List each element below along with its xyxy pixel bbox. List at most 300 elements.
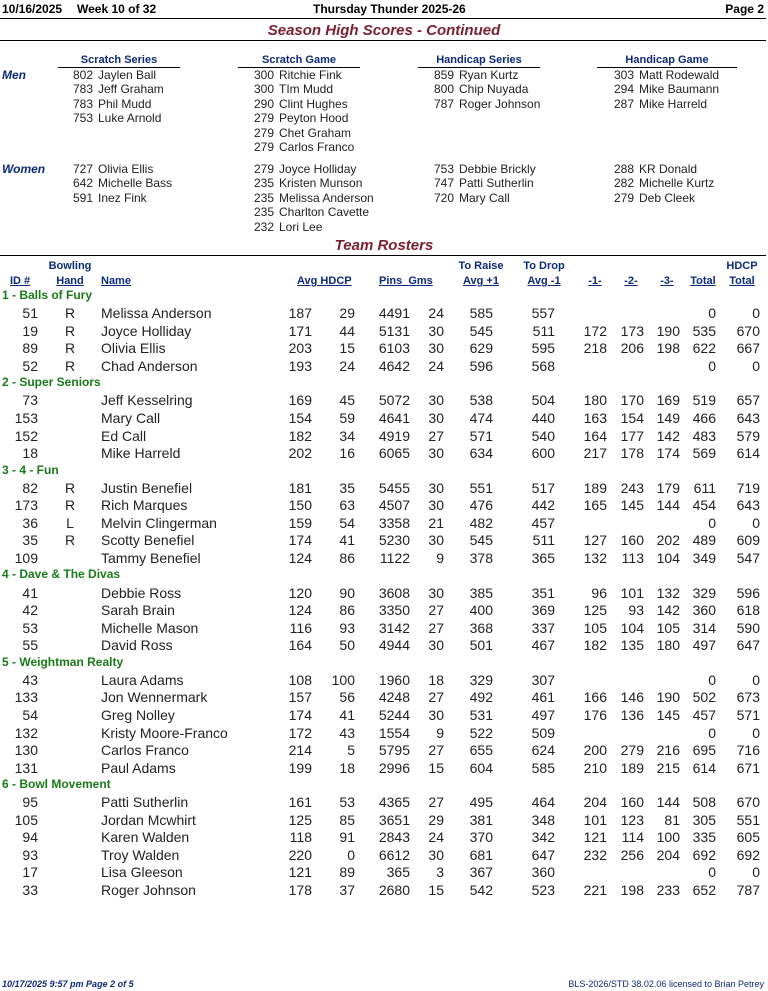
games: 21: [428, 514, 444, 531]
roster-row: [0, 480, 768, 497]
to-drop-avg: 595: [531, 340, 555, 357]
bowler-name: Ritchie Fink: [279, 68, 342, 82]
footer-license: BLS-2026/STD 38.02.06 licensed to Brian Petrey: [568, 979, 764, 989]
game-2-score: 177: [620, 427, 644, 444]
handicap-total: 0: [752, 514, 760, 531]
bowler-id: 82: [22, 479, 38, 496]
games: 24: [428, 357, 444, 374]
games: 30: [428, 392, 444, 409]
game-2-score: 154: [620, 409, 644, 426]
high-score: 753: [433, 162, 454, 176]
to-raise-avg: 501: [469, 637, 493, 654]
game-3-score: 144: [656, 497, 680, 514]
bowler-name: Michelle Mason: [101, 619, 199, 636]
pins: 2843: [378, 829, 410, 846]
bowler-id: 95: [22, 794, 38, 811]
average: 108: [288, 671, 312, 688]
roster-row: [0, 637, 768, 654]
team-name: 1 - Balls of Fury: [2, 288, 93, 302]
game-1-score: 176: [583, 706, 607, 723]
games: 30: [428, 637, 444, 654]
to-raise-avg: 629: [469, 340, 493, 357]
to-drop-avg: 464: [531, 794, 555, 811]
pins: 4919: [378, 427, 410, 444]
game-3-score: 149: [656, 409, 680, 426]
to-drop-avg: 348: [531, 811, 555, 828]
bowler-name: Ryan Kurtz: [459, 68, 519, 82]
pins: 3142: [378, 619, 410, 636]
bowler-name: Jordan Mcwhirt: [101, 811, 196, 828]
game-1-score: 217: [583, 445, 607, 462]
season-high-entry: [427, 82, 528, 96]
to-raise-avg: 381: [469, 811, 493, 828]
games: 24: [428, 829, 444, 846]
to-raise-avg: 400: [469, 602, 493, 619]
handicap-total: 609: [736, 532, 760, 549]
bowler-name: Tammy Benefiel: [101, 549, 201, 566]
roster-row: [0, 707, 768, 724]
bowler-name: Ed Call: [101, 427, 147, 444]
bowler-name: Joyce Holliday: [101, 322, 192, 339]
handicap-total: 670: [736, 794, 760, 811]
handicap: 86: [339, 549, 355, 566]
bowling-hand: R: [64, 357, 76, 374]
high-score: 282: [613, 176, 634, 191]
season-high-entry: [247, 111, 348, 125]
series-total: 457: [692, 706, 716, 723]
average: 161: [288, 794, 312, 811]
to-raise-avg: 634: [469, 445, 493, 462]
series-total: 0: [708, 864, 716, 881]
game-1-score: 121: [583, 829, 607, 846]
handicap: 43: [339, 724, 355, 741]
to-drop-avg: 585: [531, 759, 555, 776]
to-drop-avg: 461: [531, 689, 555, 706]
bowling-hand: R: [64, 497, 76, 514]
to-raise-avg: 531: [469, 706, 493, 723]
to-raise-avg: 370: [469, 829, 493, 846]
to-drop-avg: 647: [531, 846, 555, 863]
season-high-entry: [427, 176, 534, 190]
game-1-score: 210: [583, 759, 607, 776]
series-total: 508: [692, 794, 716, 811]
high-score: 235: [253, 190, 274, 205]
handicap: 16: [339, 445, 355, 462]
series-total: 349: [692, 549, 716, 566]
game-3-score: 202: [656, 532, 680, 549]
bowling-hand: L: [66, 514, 74, 531]
handicap: 15: [339, 340, 355, 357]
bowler-name: Mary Call: [459, 190, 510, 205]
handicap: 37: [339, 882, 355, 898]
high-score: 783: [72, 96, 93, 111]
game-1-score: 172: [583, 322, 607, 339]
roster-row: [0, 847, 768, 864]
roster-row: [0, 882, 768, 899]
roster-row: [0, 532, 768, 549]
game-2-score: 173: [620, 322, 644, 339]
handicap-total: 0: [752, 671, 760, 688]
season-high-entry: [247, 82, 333, 96]
col-pins-gms: Pins Gms: [379, 275, 433, 287]
game-3-score: 174: [656, 445, 680, 462]
bowler-id: 42: [22, 602, 38, 619]
handicap-total: 719: [736, 479, 760, 496]
game-3-score: 216: [656, 742, 680, 759]
pins: 365: [386, 864, 410, 881]
game-3-score: 132: [656, 584, 680, 601]
col-to-raise: To Raise: [458, 260, 504, 272]
game-1-score: 166: [583, 689, 607, 706]
roster-row: [0, 323, 768, 340]
game-1-score: 105: [583, 619, 607, 636]
pins: 6065: [378, 445, 410, 462]
bowler-name: Patti Sutherlin: [459, 176, 534, 191]
games: 30: [428, 340, 444, 357]
high-score: 279: [253, 162, 274, 176]
bowling-hand: R: [64, 322, 76, 339]
to-raise-avg: 596: [469, 357, 493, 374]
to-drop-avg: 351: [531, 584, 555, 601]
bowler-name: Melissa Anderson: [279, 190, 374, 205]
games: 30: [428, 322, 444, 339]
game-2-score: 101: [620, 584, 644, 601]
game-1-score: 204: [583, 794, 607, 811]
game-3-score: 215: [656, 759, 680, 776]
season-high-entry: [427, 68, 518, 82]
to-raise-avg: 545: [469, 322, 493, 339]
col-hdcp-total: Total: [729, 275, 755, 287]
handicap: 34: [339, 427, 355, 444]
average: 178: [288, 882, 312, 898]
pins: 4641: [378, 409, 410, 426]
bowler-name: Olivia Ellis: [101, 340, 166, 357]
bowler-name: Carlos Franco: [279, 140, 355, 154]
high-score: 303: [613, 68, 634, 82]
to-raise-avg: 551: [469, 479, 493, 496]
pins: 5230: [378, 532, 410, 549]
season-high-col-handicap-game: Handicap Game: [597, 54, 737, 68]
high-score: 800: [433, 82, 454, 97]
handicap: 63: [339, 497, 355, 514]
pins: 4507: [378, 497, 410, 514]
to-drop-avg: 467: [531, 637, 555, 654]
bowler-name: Greg Nolley: [101, 706, 175, 723]
col-bowling: Bowling: [48, 260, 92, 272]
games: 18: [428, 671, 444, 688]
average: 182: [288, 427, 312, 444]
high-score: 235: [253, 176, 274, 191]
to-drop-avg: 440: [531, 409, 555, 426]
bowler-name: Jaylen Ball: [98, 68, 157, 82]
bowler-name: Clint Hughes: [279, 96, 348, 111]
to-raise-avg: 378: [469, 549, 493, 566]
game-2-score: 189: [620, 759, 644, 776]
bowler-name: Phil Mudd: [98, 96, 152, 111]
high-score: 288: [613, 162, 634, 176]
game-2-score: 123: [620, 811, 644, 828]
bowler-name: Matt Rodewald: [639, 68, 720, 82]
game-2-score: 93: [628, 602, 644, 619]
game-2-score: 160: [620, 532, 644, 549]
handicap: 86: [339, 602, 355, 619]
game-2-score: 104: [620, 619, 644, 636]
roster-row: [0, 497, 768, 514]
games: 30: [428, 479, 444, 496]
col-hand: Hand: [56, 275, 84, 287]
average: 220: [288, 846, 312, 863]
series-total: 0: [708, 671, 716, 688]
bowler-name: Roger Johnson: [459, 96, 541, 111]
to-drop-avg: 600: [531, 445, 555, 462]
season-high-entry: [607, 68, 719, 82]
series-total: 502: [692, 689, 716, 706]
handicap-total: 614: [736, 445, 760, 462]
to-drop-avg: 568: [531, 357, 555, 374]
games: 30: [428, 584, 444, 601]
series-total: 360: [692, 602, 716, 619]
game-3-score: 190: [656, 689, 680, 706]
series-total: 622: [692, 340, 716, 357]
games: 30: [428, 409, 444, 426]
team-name: 5 - Weightman Realty: [2, 654, 124, 669]
roster-row: [0, 428, 768, 445]
handicap: 54: [339, 514, 355, 531]
bowler-name: Charlton Cavette: [279, 205, 370, 220]
roster-row: [0, 620, 768, 637]
to-raise-avg: 545: [469, 532, 493, 549]
col-hdcp: HDCP: [726, 260, 758, 272]
pins: 2996: [378, 759, 410, 776]
handicap: 85: [339, 811, 355, 828]
pins: 1122: [379, 549, 410, 566]
to-drop-avg: 365: [531, 549, 555, 566]
season-high-entry: [66, 82, 164, 96]
bowler-name: Paul Adams: [101, 759, 176, 776]
bowler-name: Troy Walden: [101, 846, 180, 863]
bowler-id: 17: [22, 864, 38, 881]
to-raise-avg: 542: [469, 882, 493, 898]
bowler-name: Justin Benefiel: [101, 479, 193, 496]
season-high-entry: [66, 176, 172, 190]
bowler-name: Lisa Gleeson: [101, 864, 183, 881]
to-raise-avg: 538: [469, 392, 493, 409]
bowler-name: Jeff Graham: [98, 82, 164, 97]
series-total: 0: [708, 305, 716, 322]
bowler-name: Jeff Kesselring: [101, 392, 193, 409]
to-raise-avg: 655: [469, 742, 493, 759]
to-drop-avg: 523: [531, 882, 555, 898]
season-high-title: Season High Scores - Continued: [267, 22, 501, 39]
handicap-total: 787: [736, 882, 760, 898]
col-avg-hdcp: Avg HDCP: [297, 275, 352, 287]
average: 159: [288, 514, 312, 531]
season-high-entry: [607, 176, 714, 190]
series-total: 305: [692, 811, 716, 828]
series-total: 519: [692, 392, 716, 409]
handicap-total: 590: [736, 619, 760, 636]
handicap: 90: [339, 584, 355, 601]
bowler-name: TIm Mudd: [279, 82, 334, 97]
bowler-name: Chip Nuyada: [459, 82, 529, 97]
bowler-name: Mike Harreld: [639, 96, 708, 111]
bowler-id: 18: [22, 445, 38, 462]
report-date: 10/16/2025: [2, 2, 63, 16]
bowler-name: Luke Arnold: [98, 111, 162, 126]
to-raise-avg: 492: [469, 689, 493, 706]
series-total: 614: [692, 759, 716, 776]
series-total: 652: [692, 882, 716, 898]
average: 124: [288, 549, 312, 566]
game-1-score: 180: [583, 392, 607, 409]
series-total: 466: [692, 409, 716, 426]
bowler-id: 35: [22, 532, 38, 549]
game-3-score: 145: [656, 706, 680, 723]
bowler-name: Carlos Franco: [101, 742, 189, 759]
game-3-score: 204: [656, 846, 680, 863]
handicap-total: 673: [736, 689, 760, 706]
game-2-score: 136: [620, 706, 644, 723]
handicap: 50: [339, 637, 355, 654]
game-1-score: 125: [583, 602, 607, 619]
col-name: Name: [101, 275, 131, 287]
handicap-total: 571: [736, 706, 760, 723]
game-1-score: 182: [583, 637, 607, 654]
bowler-id: 173: [14, 497, 38, 514]
handicap: 44: [339, 322, 355, 339]
series-total: 535: [692, 322, 716, 339]
roster-row: [0, 725, 768, 742]
games: 30: [428, 445, 444, 462]
season-high-entry: [247, 68, 342, 82]
handicap: 41: [339, 706, 355, 723]
to-drop-avg: 457: [531, 514, 555, 531]
season-high-rule: [0, 40, 766, 41]
average: 169: [288, 392, 312, 409]
handicap: 0: [347, 846, 355, 863]
pins: 1960: [378, 671, 410, 688]
roster-row: [0, 829, 768, 846]
average: 116: [289, 619, 312, 636]
game-3-score: 142: [656, 602, 680, 619]
handicap: 45: [339, 392, 355, 409]
game-3-score: 100: [656, 829, 680, 846]
to-drop-avg: 504: [531, 392, 555, 409]
pins: 5455: [378, 479, 410, 496]
games: 27: [428, 619, 444, 636]
pins: 3608: [378, 584, 410, 601]
average: 181: [288, 479, 312, 496]
bowler-name: Sarah Brain: [101, 602, 175, 619]
game-2-score: 279: [620, 742, 644, 759]
average: 193: [288, 357, 312, 374]
game-1-score: 96: [591, 584, 607, 601]
bowler-name: Joyce Holliday: [279, 162, 357, 176]
series-total: 489: [692, 532, 716, 549]
game-1-score: 127: [583, 532, 607, 549]
roster-row: [0, 445, 768, 462]
handicap-total: 647: [736, 637, 760, 654]
handicap-total: 0: [752, 864, 760, 881]
to-drop-avg: 342: [531, 829, 555, 846]
roster-row: [0, 602, 768, 619]
pins: 1554: [378, 724, 410, 741]
season-high-entry: [247, 97, 348, 111]
season-high-entry: [66, 97, 151, 111]
to-raise-avg: 474: [469, 409, 493, 426]
to-drop-avg: 509: [531, 724, 555, 741]
bowler-name: Chet Graham: [279, 125, 352, 140]
bowler-name: Michelle Bass: [98, 176, 173, 191]
bowling-hand: R: [64, 532, 76, 549]
game-3-score: 179: [656, 479, 680, 496]
high-score: 787: [433, 96, 454, 111]
to-drop-avg: 442: [531, 497, 555, 514]
header-rule: [0, 18, 766, 19]
season-high-entry: [66, 191, 147, 205]
handicap-total: 579: [736, 427, 760, 444]
bowler-name: Laura Adams: [101, 671, 184, 688]
women-label: Women: [2, 162, 46, 176]
game-1-score: 163: [583, 409, 607, 426]
pins: 6103: [378, 340, 410, 357]
bowler-name: Peyton Hood: [279, 111, 349, 126]
team-name: 4 - Dave & The Divas: [2, 567, 121, 582]
col-game-2: -2-: [624, 275, 638, 287]
high-score: 287: [613, 96, 634, 111]
pins: 2680: [378, 882, 410, 898]
handicap: 53: [339, 794, 355, 811]
game-2-score: 160: [620, 794, 644, 811]
roster-row: [0, 864, 768, 881]
high-score: 232: [253, 219, 274, 234]
high-score: 753: [72, 111, 93, 126]
team-rosters-title: Team Rosters: [334, 237, 434, 254]
handicap-total: 671: [736, 759, 760, 776]
high-score: 859: [433, 68, 454, 82]
handicap: 29: [339, 305, 355, 322]
average: 124: [288, 602, 312, 619]
page-number: Page 2: [725, 2, 764, 16]
games: 30: [428, 846, 444, 863]
season-high-col-handicap-series: Handicap Series: [418, 54, 540, 68]
pins: 4365: [378, 794, 410, 811]
bowler-id: 36: [22, 514, 38, 531]
pins: 3358: [378, 514, 410, 531]
series-total: 483: [692, 427, 716, 444]
handicap: 89: [339, 864, 355, 881]
games: 27: [428, 742, 444, 759]
pins: 4944: [378, 637, 410, 654]
season-high-entry: [247, 205, 369, 219]
series-total: 0: [708, 357, 716, 374]
season-high-col-scratch-game: Scratch Game: [238, 54, 360, 68]
handicap: 93: [339, 619, 355, 636]
pins: 5131: [378, 322, 410, 339]
league-name: Thursday Thunder 2025-26: [313, 2, 466, 16]
handicap-total: 0: [752, 724, 760, 741]
game-3-score: 104: [656, 549, 680, 566]
bowler-name: Deb Cleek: [639, 190, 696, 205]
series-total: 329: [692, 584, 716, 601]
game-3-score: 233: [656, 882, 680, 898]
bowler-name: David Ross: [101, 637, 173, 654]
handicap: 5: [347, 742, 355, 759]
game-1-score: 218: [583, 340, 607, 357]
average: 150: [288, 497, 312, 514]
roster-row: [0, 812, 768, 829]
game-3-score: 198: [656, 340, 680, 357]
